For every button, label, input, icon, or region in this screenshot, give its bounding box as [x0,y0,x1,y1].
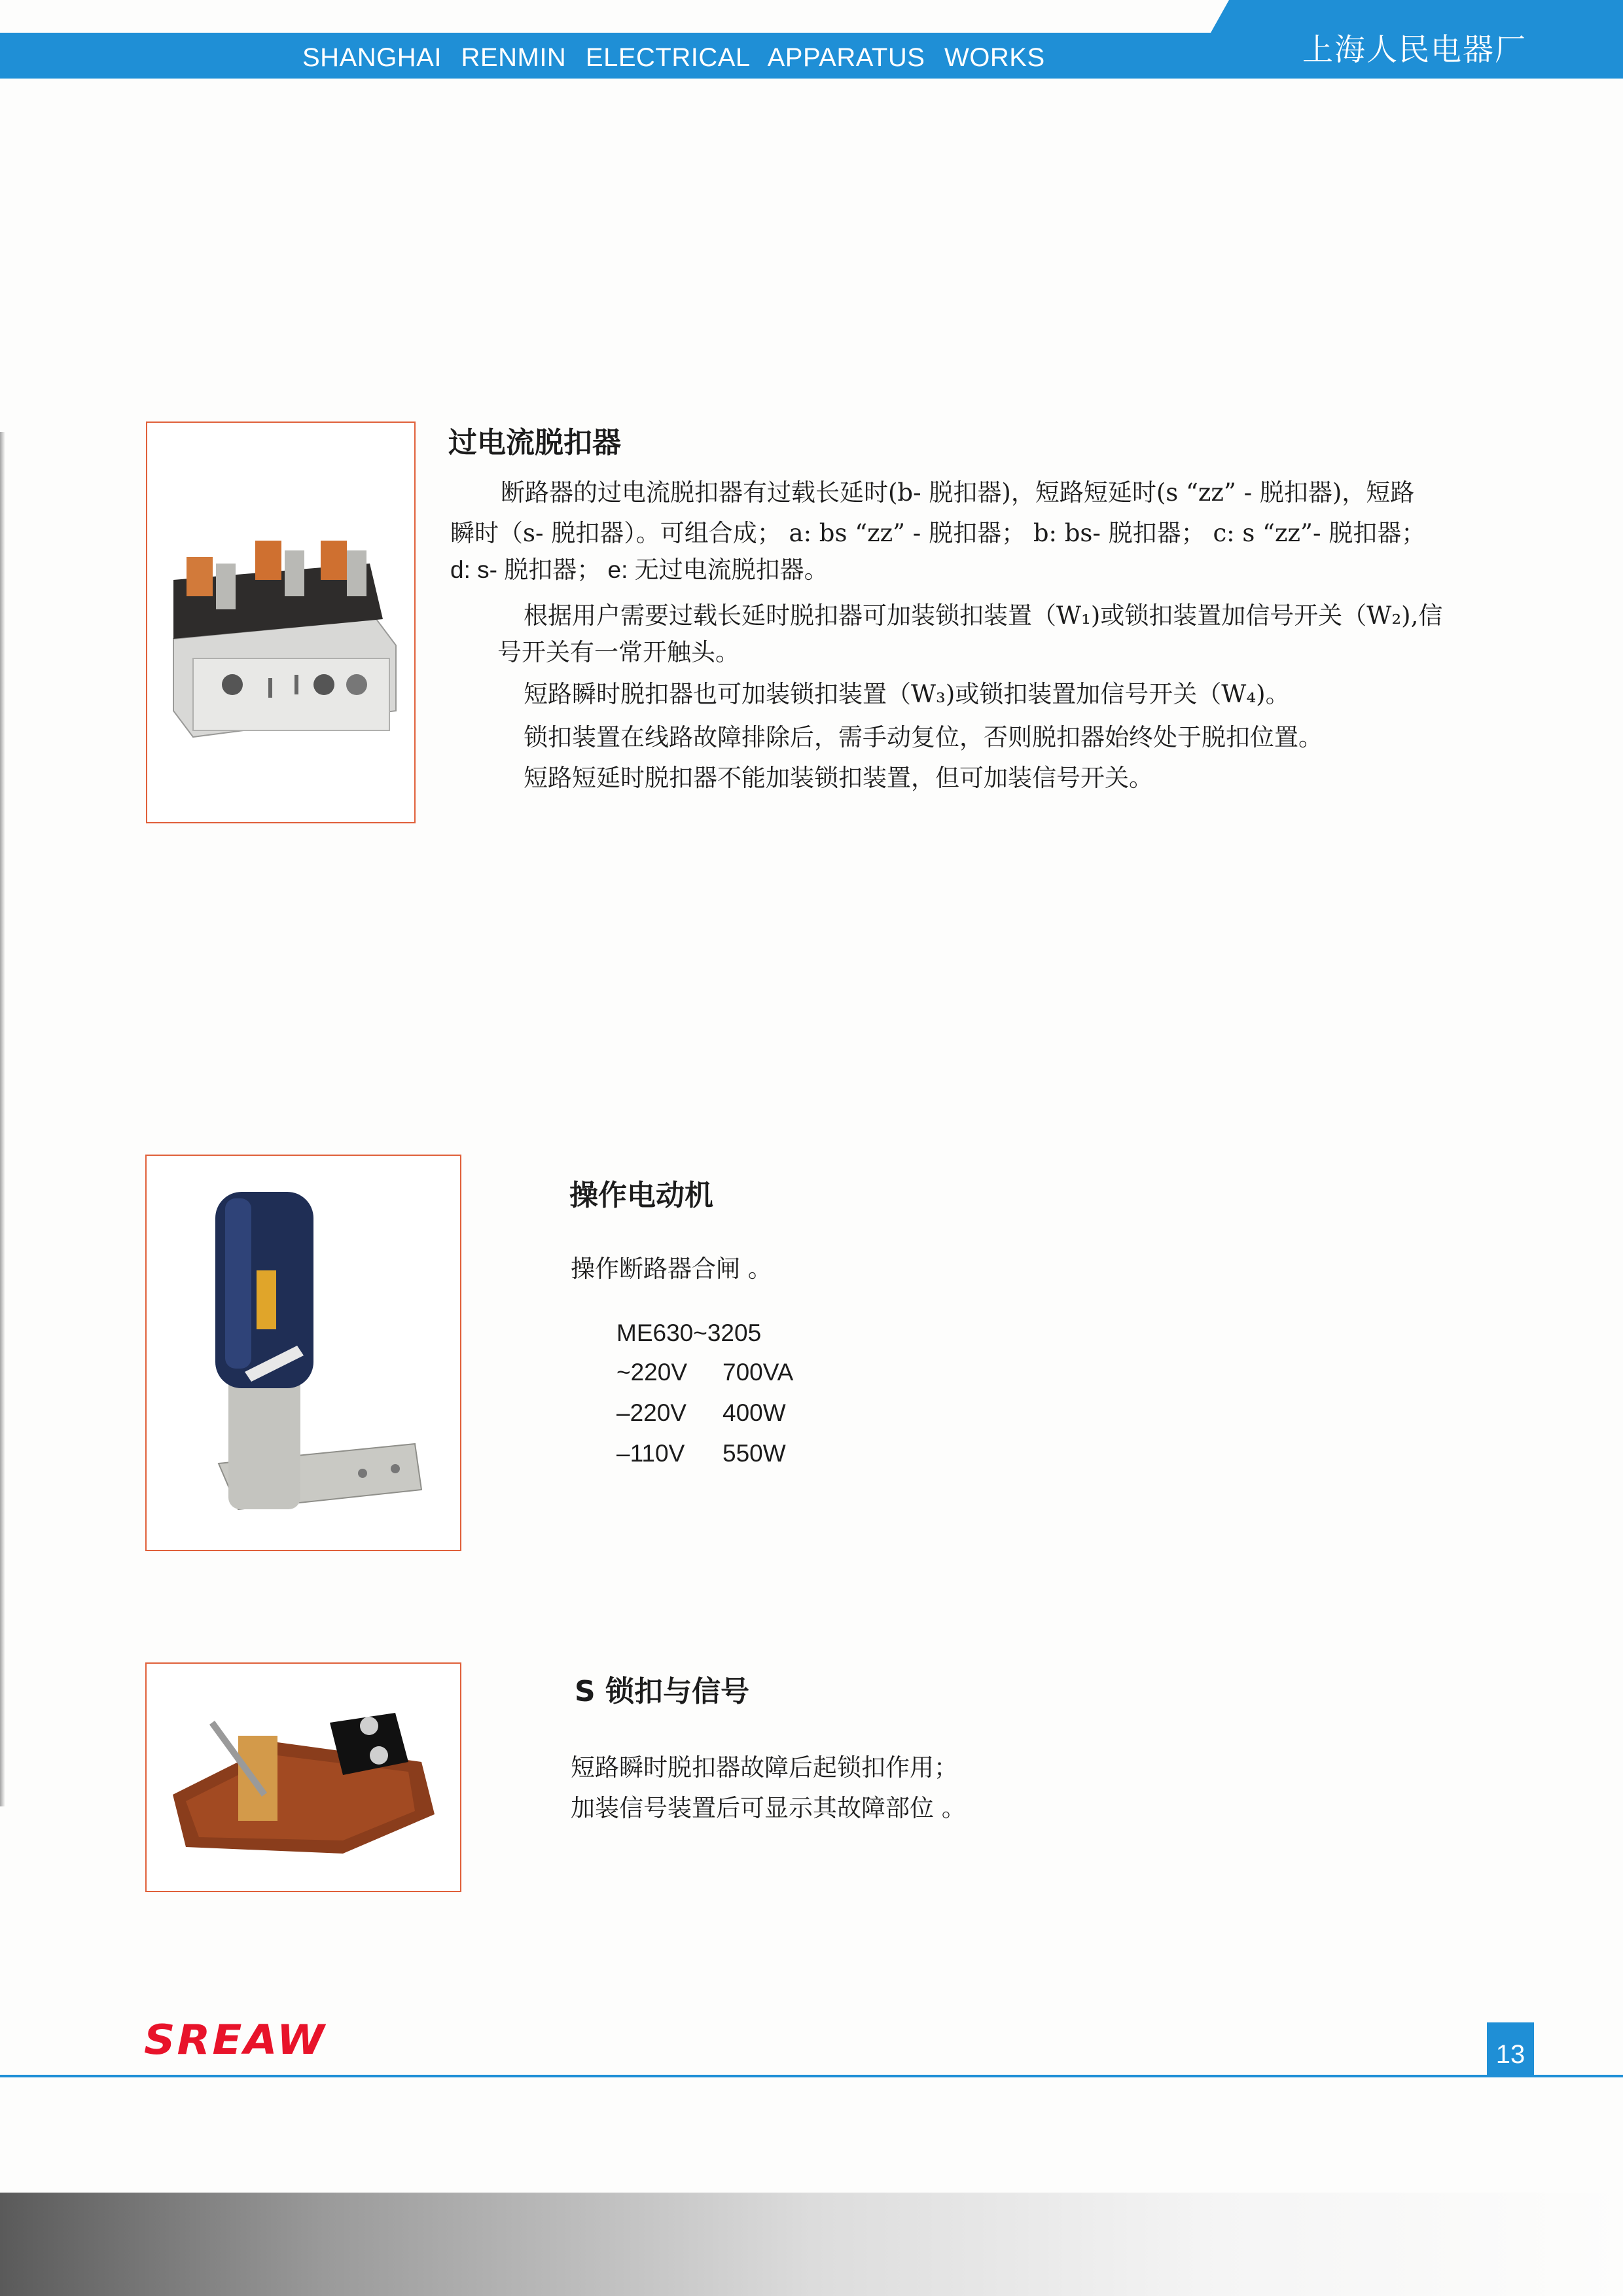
motor-spec-power: 400W [722,1399,786,1426]
operating-motor-title: 操作电动机 [569,1179,713,1212]
motor-spec-voltage: –220V [616,1399,687,1426]
company-logo: SREAW [144,2015,327,2064]
overcurrent-release-photo [146,422,416,823]
latch-signal-photo [145,1662,461,1892]
scan-bottom-shadow [0,2193,1623,2296]
latch-signal-title: S 锁扣与信号 [575,1675,750,1708]
overcurrent-paragraph-line: 根据用户需要过载长延时脱扣器可加装锁扣装置（W₁)或锁扣装置加信号开关（W₂),信 [524,601,1443,630]
overcurrent-paragraph-line: 瞬时（s- 脱扣器）。可组合成； a: bs “zz” - 脱扣器； b: bs- 脱扣器； c: s “zz”- 脱扣器； [450,519,1426,547]
motor-spec-voltage: –110V [616,1440,685,1467]
motor-spec-row [616,1359,794,1386]
motor-spec-power: 700VA [722,1359,794,1386]
overcurrent-release-title: 过电流脱扣器 [448,426,621,459]
operating-motor-description: 操作断路器合闸 。 [571,1255,772,1283]
latch-signal-line: 短路瞬时脱扣器故障后起锁扣作用； [571,1753,958,1782]
overcurrent-paragraph-line: 锁扣装置在线路故障排除后，需手动复位，否则脱扣器始终处于脱扣位置。 [524,723,1323,751]
motor-spec-power: 550W [722,1440,786,1467]
footer-rule [0,2075,1623,2077]
motor-spec-row [616,1319,761,1347]
page-number: 13 [1487,2022,1534,2077]
overcurrent-paragraph-line: 短路瞬时脱扣器也可加装锁扣装置（W₃)或锁扣装置加信号开关（W₄)。 [524,680,1290,708]
latch-signal-line: 加装信号装置后可显示其故障部位 。 [571,1794,966,1822]
header-company-en: SHANGHAI RENMIN ELECTRICAL APPARATUS WORKS [302,43,1045,72]
motor-spec-model: ME630~3205 [616,1319,762,1346]
operating-motor-photo [145,1155,461,1551]
motor-spec-row [616,1440,786,1467]
motor-spec-voltage: ~220V [616,1359,688,1386]
header-company-cn: 上海人民电器厂 [1302,32,1527,68]
binding-shadow [0,432,5,1806]
overcurrent-paragraph-line: d: s- 脱扣器； e: 无过电流脱扣器。 [450,556,829,583]
overcurrent-paragraph-line: 断路器的过电流脱扣器有过载长延时(b- 脱扣器)，短路短延时(s “zz” - 脱扣器)，短路 [501,478,1415,507]
overcurrent-paragraph-line: 短路短延时脱扣器不能加装锁扣装置，但可加装信号开关。 [524,764,1153,792]
motor-spec-row [616,1399,786,1427]
overcurrent-paragraph-line: 号开关有一常开触头。 [497,638,740,666]
